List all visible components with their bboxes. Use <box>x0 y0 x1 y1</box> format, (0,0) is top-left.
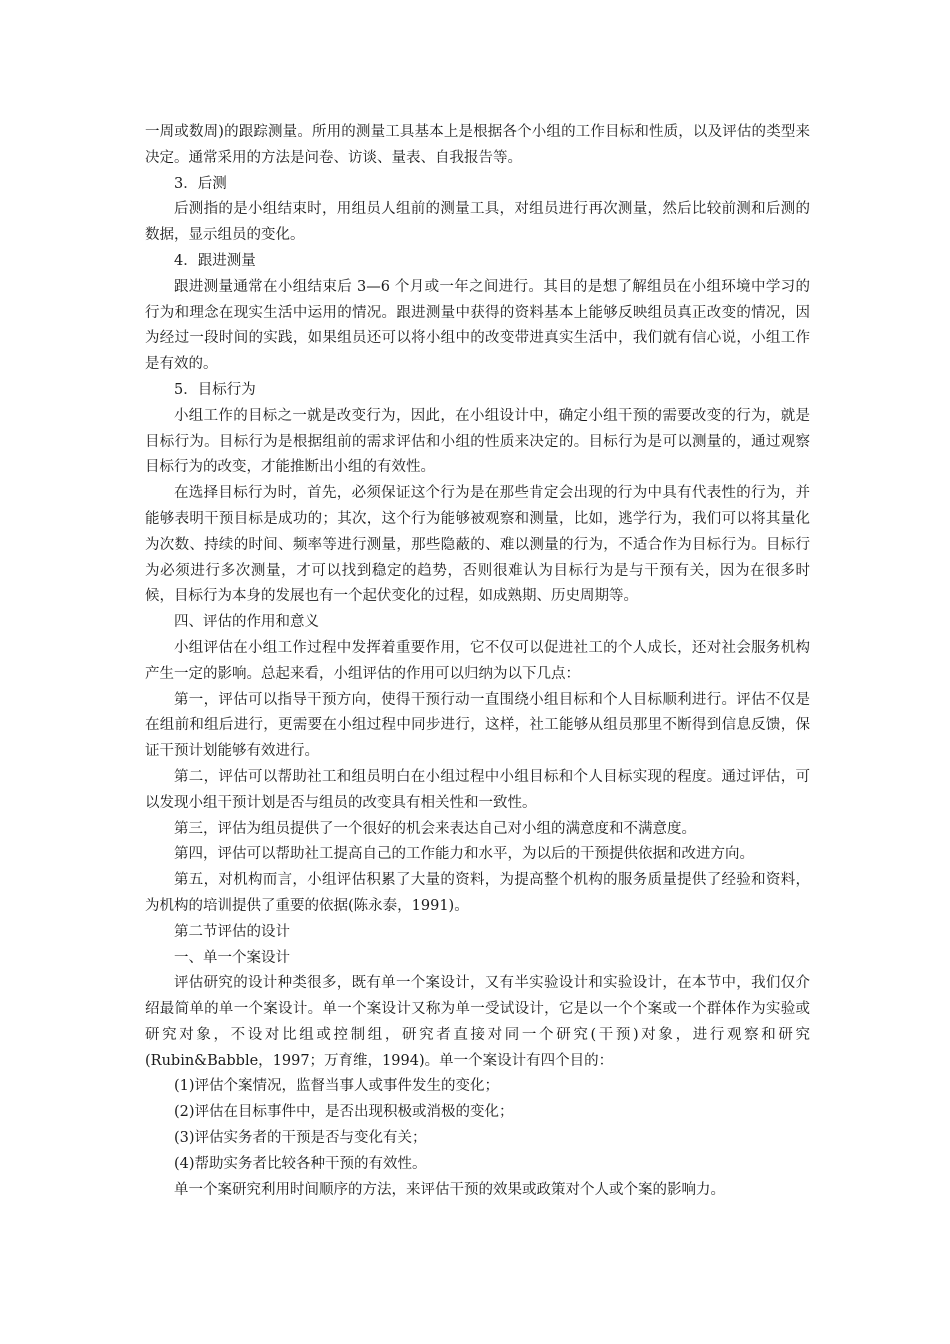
section-heading: 3．后测 <box>174 175 227 192</box>
paragraph: 小组工作的目标之一就是改变行为，因此，在小组设计中，确定小组干预的需要改变的行为，就是目标行为。目标行为是根据组前的需求评估和小组的性质来决定的。目标行为是可以测量的，通过观察目标行为的改变，才能推断出小组的有效性。 <box>145 407 810 476</box>
paragraph: 跟进测量通常在小组结束后 3—6 个月或一年之间进行。其目的是想了解组员在小组环境中学习的行为和理念在现实生活中运用的情况。跟进测量中获得的资料基本上能够反映组员真正改变的情况，因为经过一段时间的实践，如果组员还可以将小组中的改变带进真实生活中，我们就有信心说，小组工作是有效的。 <box>145 278 810 373</box>
paragraph: 第一，评估可以指导干预方向，使得干预行动一直围绕小组目标和个人目标顺利进行。评估不仅是在组前和组后进行，更需要在小组过程中同步进行，这样，社工能够从组员那里不断得到信息反馈，保证干预计划能够有效进行。 <box>145 691 810 760</box>
document-body <box>145 120 810 1203</box>
paragraph: 单一个案研究利用时间顺序的方法，来评估干预的效果或政策对个人或个案的影响力。 <box>174 1181 725 1198</box>
paragraph: 在选择目标行为时，首先，必须保证这个行为是在那些肯定会出现的行为中具有代表性的行为，并能够表明干预目标是成功的；其次，这个行为能够被观察和测量，比如，逃学行为，我们可以将其量化为次数、持续的时间、频率等进行测量，那些隐蔽的、难以测量的行为，不适合作为目标行为。目标行为必须进行多次测量，才可以找到稳定的趋势，否则很难认为目标行为是与干预有关，因为在很多时候，目标行为本身的发展也有一个起伏变化的过程，如成熟期、历史周期等。 <box>145 485 810 605</box>
section-heading: 一、单一个案设计 <box>174 949 290 966</box>
paragraph: 后测指的是小组结束时，用组员人组前的测量工具，对组员进行再次测量，然后比较前测和后测的数据，显示组员的变化。 <box>145 201 810 244</box>
list-item: (1)评估个案情况，监督当事人或事件发生的变化； <box>174 1078 500 1095</box>
paragraph: 第五，对机构而言，小组评估积累了大量的资料，为提高整个机构的服务质量提供了经验和资料，为机构的培训提供了重要的依据(陈永泰，1991)。 <box>145 872 810 914</box>
list-item: (4)帮助实务者比较各种干预的有效性。 <box>174 1155 427 1172</box>
paragraph: 评估研究的设计种类很多，既有单一个案设计，又有半实验设计和实验设计，在本节中，我们仅介绍最简单的单一个案设计。单一个案设计又称为单一受试设计，它是以一个个案或一个群体作为实验或研究对象，不设对比组或控制组，研究者直接对同一个研究(干预)对象，进行观察和研究(Rubin&Babble，1997；万育维，1994)。单一个案设计有四个目的： <box>145 975 810 1069</box>
list-item: (2)评估在目标事件中，是否出现积极或消极的变化； <box>174 1104 514 1121</box>
section-heading: 4．跟进测量 <box>174 252 256 269</box>
section-heading: 5．目标行为 <box>174 381 256 398</box>
paragraph: 一周或数周)的跟踪测量。所用的测量工具基本上是根据各个小组的工作目标和性质，以及评估的类型来决定。通常采用的方法是问卷、访谈、量表、自我报告等。 <box>145 124 810 166</box>
section-heading: 四、评估的作用和意义 <box>174 614 319 631</box>
paragraph: 第二，评估可以帮助社工和组员明白在小组过程中小组目标和个人目标实现的程度。通过评估，可以发现小组干预计划是否与组员的改变具有相关性和一致性。 <box>145 768 810 811</box>
paragraph: 第三，评估为组员提供了一个很好的机会来表达自己对小组的满意度和不满意度。 <box>174 820 696 837</box>
section-heading: 第二节评估的设计 <box>174 923 290 940</box>
paragraph: 第四，评估可以帮助社工提高自己的工作能力和水平，为以后的干预提供依据和改进方向。 <box>174 846 754 863</box>
paragraph: 小组评估在小组工作过程中发挥着重要作用，它不仅可以促进社工的个人成长，还对社会服务机构产生一定的影响。总起来看，小组评估的作用可以归纳为以下几点： <box>145 639 810 682</box>
list-item: (3)评估实务者的干预是否与变化有关； <box>174 1130 427 1147</box>
